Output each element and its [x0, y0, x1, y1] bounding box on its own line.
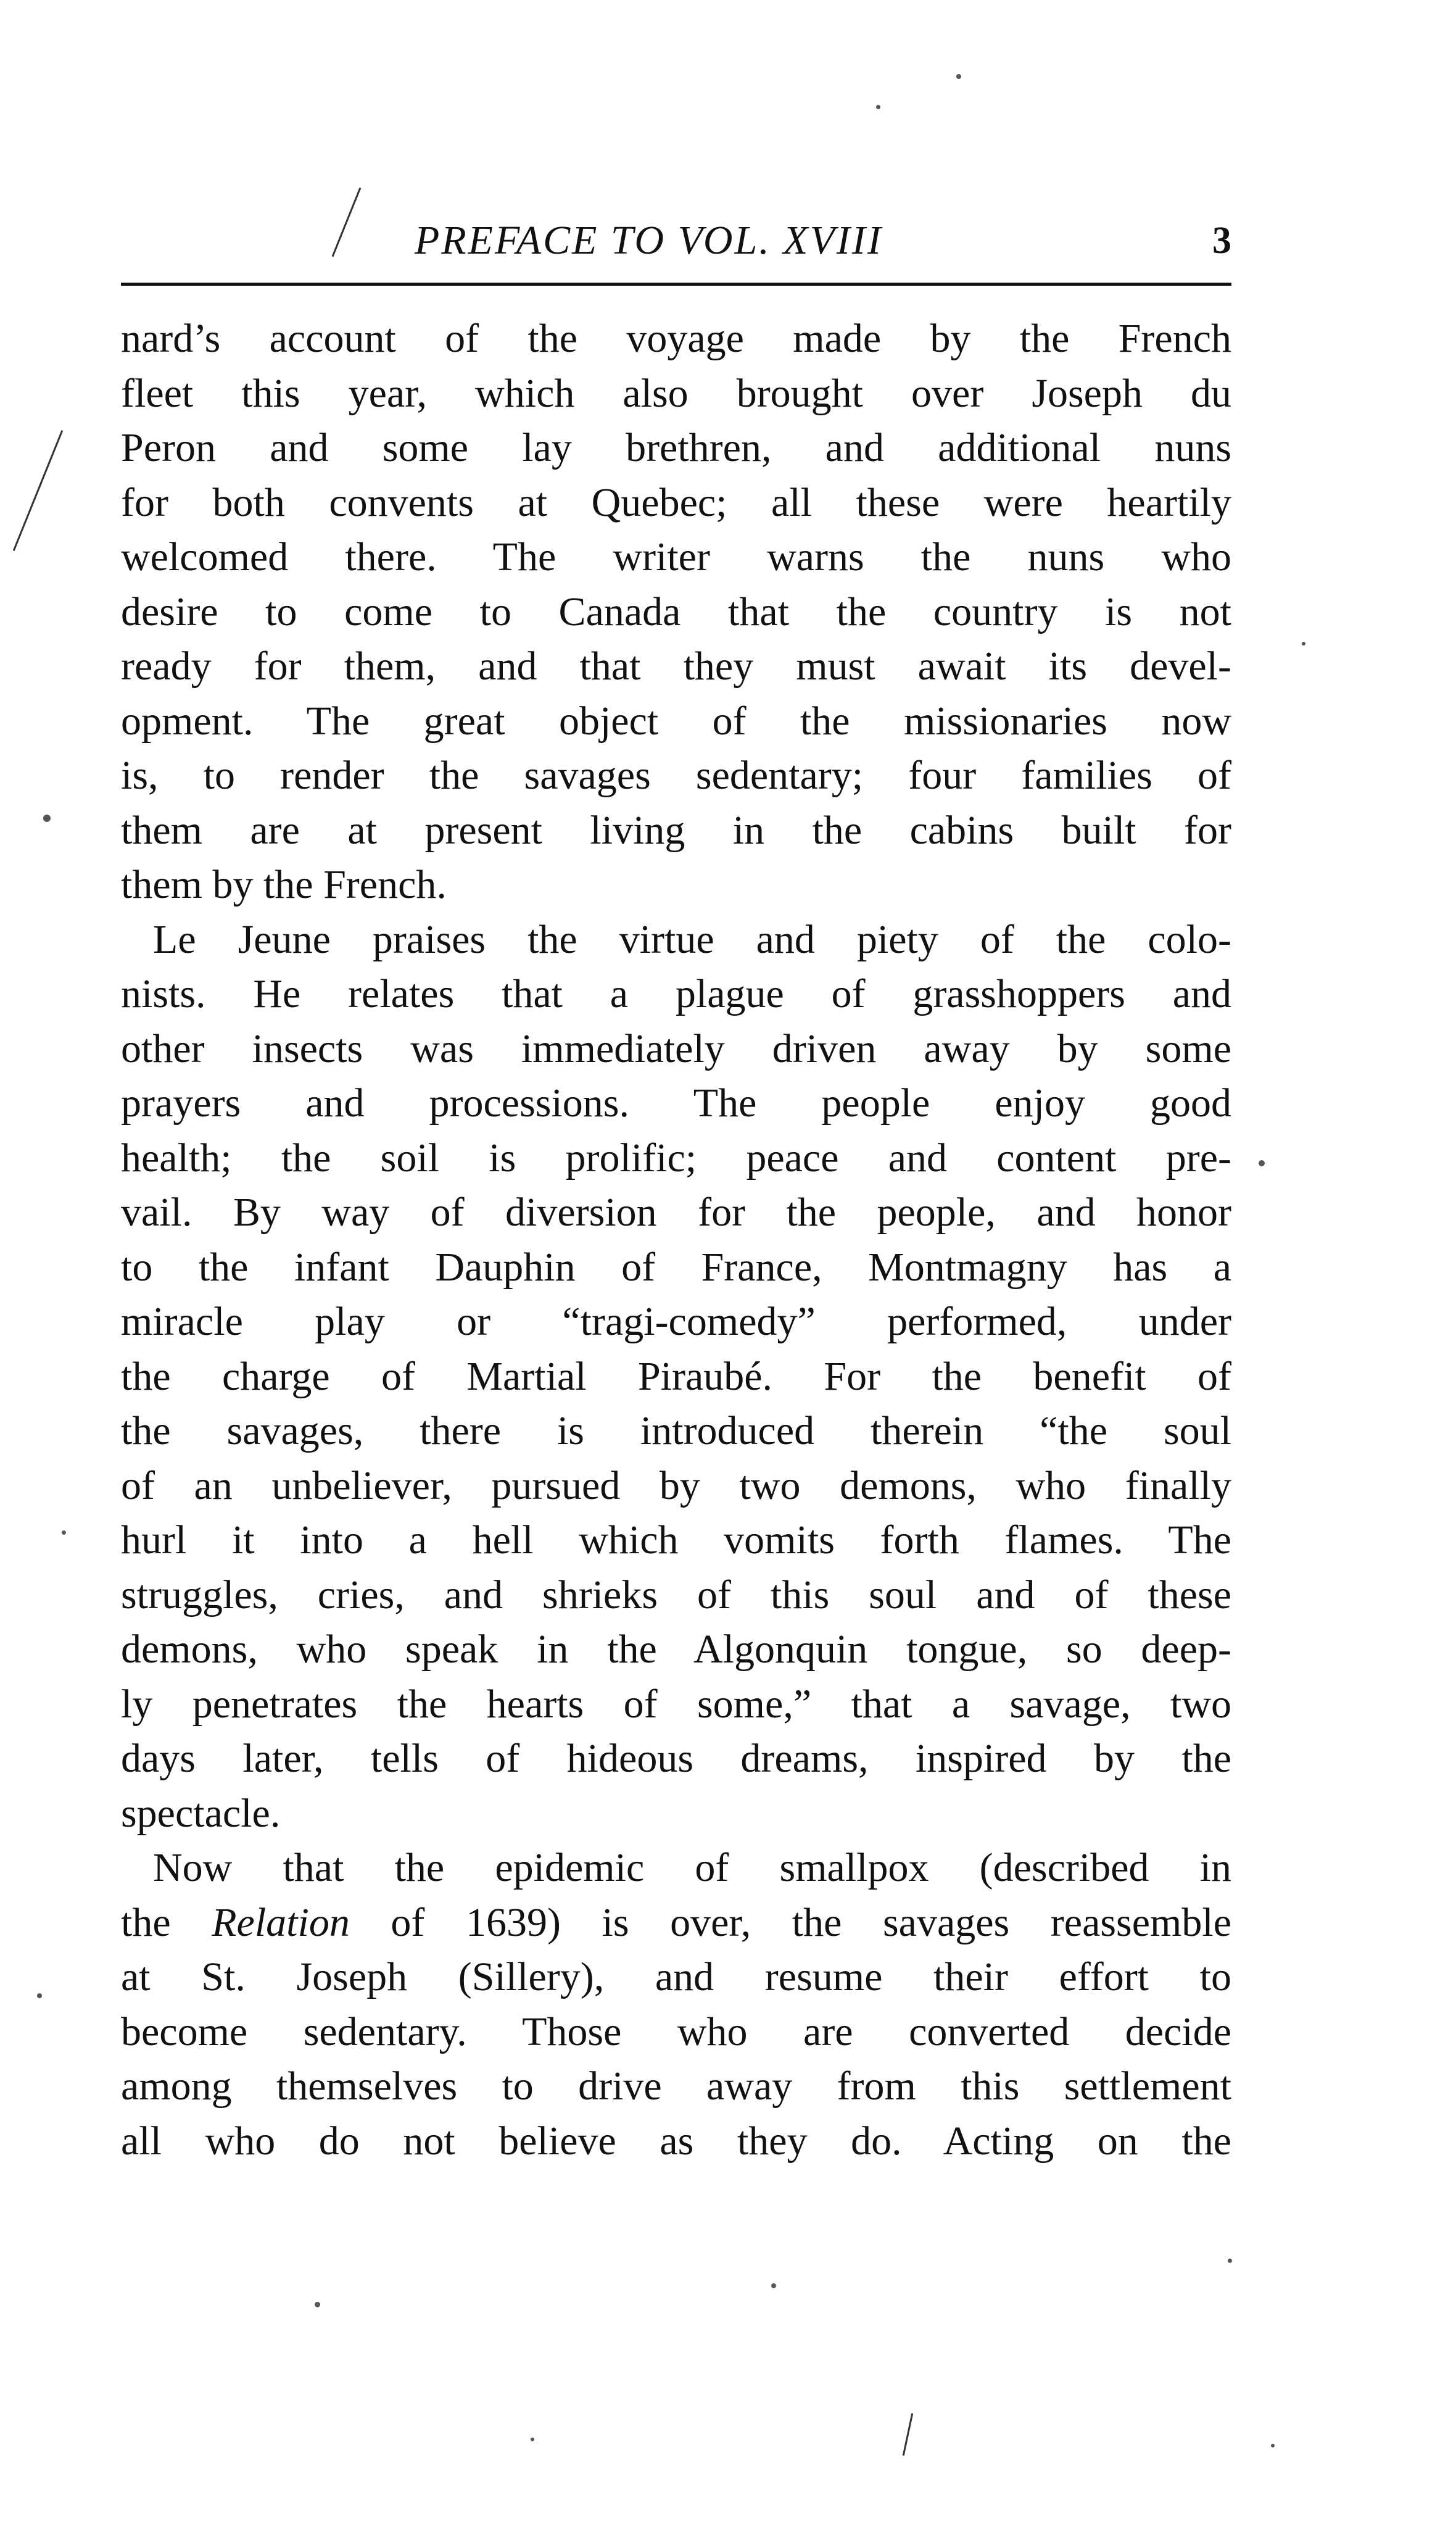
text-line: vail. By way of diversion for the people, and honor: [121, 1190, 1231, 1235]
text-line: fleet this year, which also brought over Joseph du: [121, 370, 1231, 416]
text-line: miracle play or “tragi-comedy” performed, under: [121, 1299, 1231, 1344]
text-line: days later, tells of hideous dreams, inspired by the: [121, 1736, 1231, 1781]
text-line: Peron and some lay brethren, and additional nuns: [121, 425, 1231, 470]
scan-speck: [43, 815, 51, 822]
text-line: spectacle.: [121, 1790, 281, 1836]
scan-mark: [903, 2413, 913, 2455]
scan-speck: [1271, 2444, 1275, 2447]
scan-speck: [37, 1993, 42, 1998]
scan-speck: [62, 1530, 66, 1535]
text-line: for both convents at Quebec; all these were heartily: [121, 479, 1231, 525]
text-line: demons, who speak in the Algonquin tongue, so deep-: [121, 1627, 1231, 1672]
running-title: PREFACE TO VOL. XVIII: [415, 218, 883, 263]
text-line: at St. Joseph (Sillery), and resume their effort to: [121, 1954, 1231, 1999]
text-line: to the infant Dauphin of France, Montmagny has a: [121, 1244, 1231, 1290]
scan-speck: [1228, 2259, 1232, 2263]
text-line: Le Jeune praises the virtue and piety of the colo-: [153, 916, 1231, 962]
text-line: nard’s account of the voyage made by the French: [121, 316, 1231, 361]
italic-title: Relation: [212, 1899, 350, 1945]
text-line: them are at present living in the cabins built for: [121, 807, 1231, 853]
text-line: hurl it into a hell which vomits forth flames. The: [121, 1517, 1231, 1563]
text-line: [121, 1896, 1231, 1951]
scan-speck: [771, 2283, 776, 2288]
text-line: ly penetrates the hearts of some,” that a savage, two: [121, 1681, 1231, 1727]
text-fragment: of 1639) is over, the savages reassemble: [349, 1899, 1231, 1945]
scan-speck: [315, 2302, 320, 2307]
running-head: [121, 210, 1231, 272]
text-line: among themselves to drive away from this settlement: [121, 2064, 1231, 2109]
text-line: all who do not believe as they do. Acting on the: [121, 2118, 1231, 2164]
text-fragment: the: [121, 1899, 212, 1945]
text-line: become sedentary. Those who are converted decide: [121, 2009, 1231, 2054]
body-text: [121, 312, 1231, 2169]
text-line: is, to render the savages sedentary; four families of: [121, 753, 1231, 798]
text-line: ready for them, and that they must await its devel-: [121, 644, 1231, 689]
text-line: health; the soil is prolific; peace and content pre-: [121, 1135, 1231, 1181]
text-line: desire to come to Canada that the country is not: [121, 589, 1231, 634]
scan-speck: [876, 105, 880, 109]
scan-mark: [13, 430, 63, 551]
header-rule: [121, 283, 1231, 286]
text-line: welcomed there. The writer warns the nuns who: [121, 534, 1231, 579]
text-line: the savages, there is introduced therein “the soul: [121, 1408, 1231, 1453]
scan-speck: [531, 2438, 534, 2441]
page-number: 3: [1212, 220, 1231, 262]
text-line: them by the French.: [121, 862, 447, 907]
text-line: struggles, cries, and shrieks of this soul and of these: [121, 1572, 1231, 1617]
text-line: of an unbeliever, pursued by two demons, who finally: [121, 1463, 1231, 1508]
text-line: the charge of Martial Piraubé. For the benefit of: [121, 1353, 1231, 1399]
scan-speck: [1259, 1160, 1265, 1166]
text-line: nists. He relates that a plague of grasshoppers and: [121, 971, 1231, 1016]
text-line: opment. The great object of the missionaries now: [121, 698, 1231, 744]
scan-speck: [1302, 642, 1305, 645]
scan-speck: [956, 74, 961, 79]
text-line: other insects was immediately driven away by some: [121, 1026, 1231, 1071]
text-line: prayers and processions. The people enjoy good: [121, 1081, 1231, 1126]
text-line: Now that the epidemic of smallpox (described in: [153, 1845, 1231, 1890]
